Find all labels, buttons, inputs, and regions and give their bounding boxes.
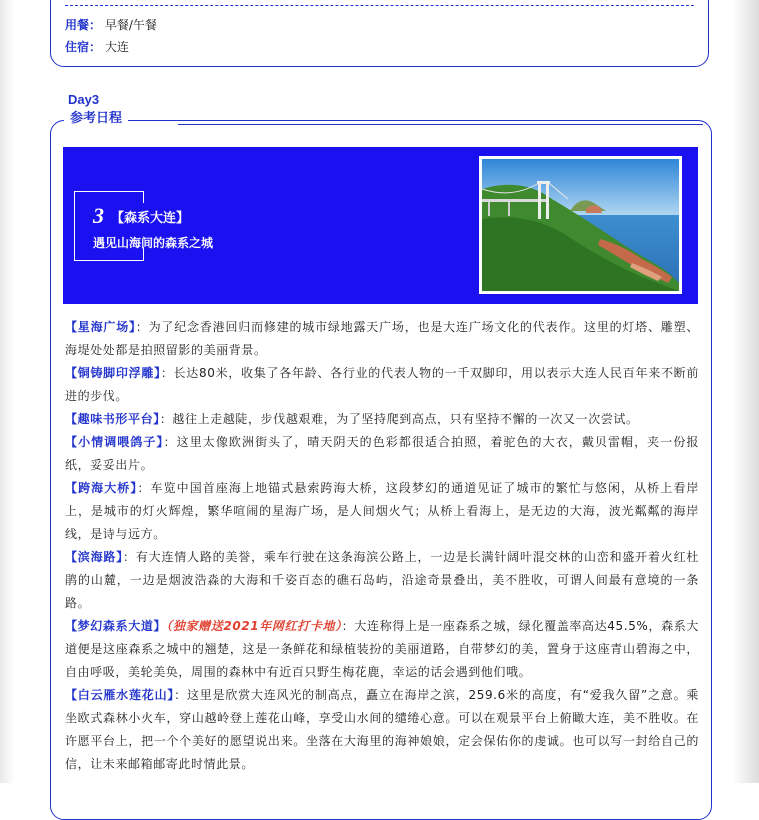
banner-day-number: 3: [93, 203, 104, 228]
entry-paragraph: [65, 431, 699, 477]
page-shadow-left: [0, 0, 14, 783]
entry-text: ：长达80米，收集了各年龄、各行业的代表人物的一千双脚印，用以表示大连人民百年来不断前进的步伐。: [65, 366, 699, 403]
meals-row: [65, 16, 157, 34]
page-shadow-right: [733, 0, 759, 783]
banner-title: 【森系大连】: [111, 211, 190, 226]
entry-text: ：越往上走越陡，步伐越艰难，为了坚持爬到高点，只有坚持不懈的一次又一次尝试。: [159, 412, 639, 426]
entry-paragraph: [65, 408, 699, 431]
stay-label: 住宿：: [65, 40, 102, 54]
entry-text: ：大连称得上是一座森系之城，绿化覆盖率高达45.5%，森系大道便是这座森系之城中的翘楚，这是一条鲜花和绿植装扮的美丽道路，自带梦幻的美，置身于这座青山碧海之中，自由呼吸，美轮美奂，周围的森林中有近百只野生梅花鹿，幸运的话会遇到他们哦。: [65, 619, 700, 679]
card-top-line: [178, 124, 703, 125]
entry-term: 【白云雁水莲花山】: [65, 688, 175, 702]
promo-tag: （独家赠送2021年网红打卡地）: [166, 619, 342, 633]
entry-term: 【跨海大桥】: [65, 481, 138, 495]
day-label: Day3: [68, 92, 100, 107]
banner-subtitle: 遇见山海间的森系之城: [93, 236, 214, 250]
itinerary-text: [65, 316, 699, 776]
entry-text: ：这里太像欧洲街头了，晴天阴天的色彩都很适合拍照，着驼色的大衣，戴贝雷帽，夹一份报纸，妥妥出片。: [65, 435, 699, 472]
entry-term: 【小情调喂鸽子】: [65, 435, 164, 449]
entry-term: 【铜铸脚印浮雕】: [65, 366, 161, 380]
stay-value: 大连: [104, 40, 129, 54]
meals-label: 用餐：: [65, 18, 102, 32]
day-banner: [63, 147, 698, 304]
entry-term: 【趣味书形平台】: [65, 412, 160, 426]
entry-paragraph: [65, 684, 699, 776]
entry-text: ：这里是欣赏大连风光的制高点，矗立在海岸之滨，259.6米的高度，有“爱我久留”之意。乘坐欧式森林小火车，穿山越岭登上莲花山峰，享受山水间的缱绻心意。可以在观景平台上俯瞰大连，美不胜收。在许愿平台上，把一个个美好的愿望说出来。坐落在大海里的海神娘娘，定会保佑你的虔诚。也可以写一封给自己的信，让未来邮箱邮寄此时情此景。: [65, 688, 699, 771]
entry-paragraph: [65, 546, 699, 615]
entry-paragraph: [65, 477, 699, 546]
entry-paragraph: [65, 615, 699, 684]
meals-value: 早餐/午餐: [104, 18, 157, 32]
entry-text: ：车览中国首座海上地锚式悬索跨海大桥，这段梦幻的通道见证了城市的繁忙与悠闲，从桥上看岸上，是城市的灯火辉煌，繁华喧闹的星海广场，是人间烟火气；从桥上看海上，是无边的大海，波光粼粼的海岸线，是诗与远方。: [65, 481, 699, 541]
entry-text: ：有大连情人路的美誉，乘车行驶在这条海滨公路上，一边是长满针阔叶混交林的山峦和盛开着火红杜鹃的山麓，一边是烟波浩淼的大海和千姿百态的礁石岛屿，沿途奇景叠出，美不胜收，可谓人间最有意境的一条路。: [65, 550, 699, 610]
entry-paragraph: [65, 362, 699, 408]
coastal-landscape-image: [482, 159, 679, 291]
entry-text: ：为了纪念香港回归而修建的城市绿地露天广场，也是大连广场文化的代表作。这里的灯塔、雕塑、海堤处处都是拍照留影的美丽背景。: [65, 320, 699, 357]
dashed-divider: [65, 5, 694, 6]
entry-term: 【星海广场】: [65, 320, 136, 334]
entry-term: 【滨海路】: [65, 550, 124, 564]
stay-row: [65, 38, 129, 56]
entry-paragraph: [65, 316, 699, 362]
prev-day-card: [50, 0, 709, 67]
schedule-legend: 参考日程: [64, 110, 128, 128]
entry-term: 【梦幻森系大道】: [65, 619, 167, 633]
banner-frame-tick: [143, 191, 144, 203]
coastal-bridge-photo: [479, 156, 682, 294]
